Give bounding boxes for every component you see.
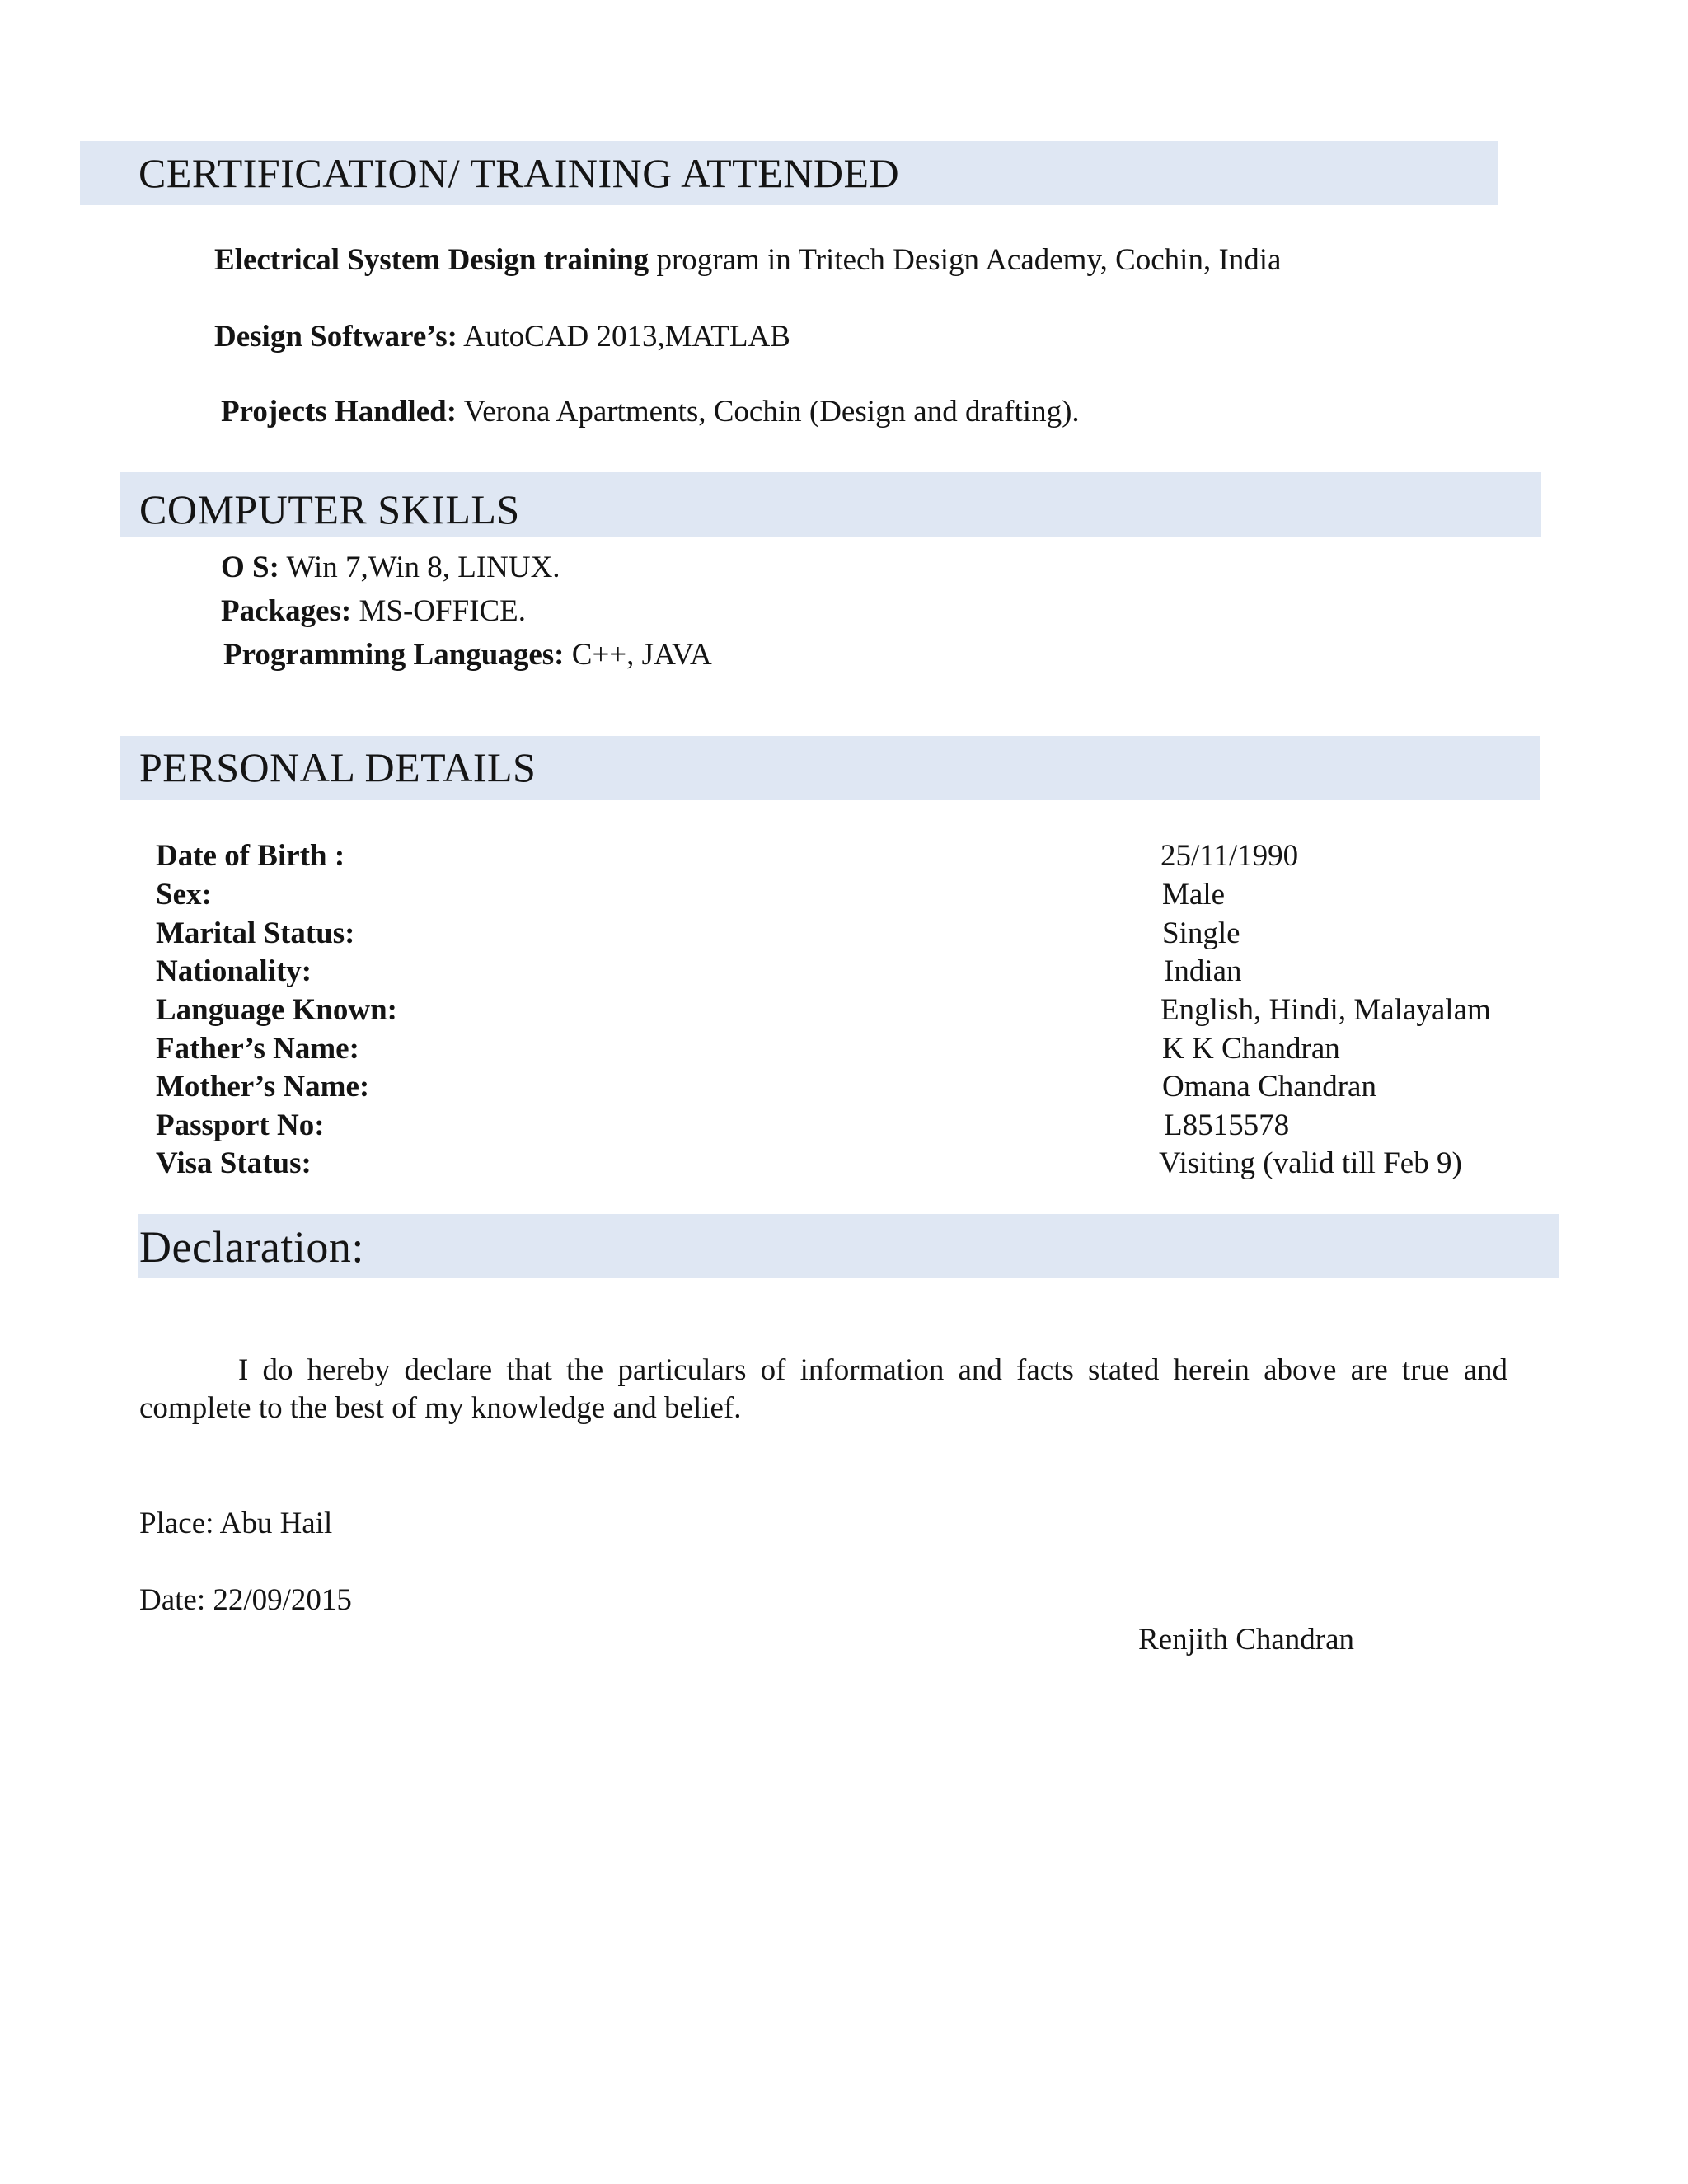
training-label: Electrical System Design training: [214, 243, 649, 277]
projects-text: Verona Apartments, Cochin (Design and drafting).: [463, 395, 1080, 429]
software-label: Design Software’s:: [214, 320, 457, 354]
visa-status-label: Visa Status:: [156, 1146, 312, 1180]
language-known-value: English, Hindi, Malayalam: [1160, 993, 1491, 1027]
training-text: program in Tritech Design Academy, Cochin, India: [656, 243, 1282, 277]
declaration-text: I do hereby declare that the particulars of information and facts stated herein above are true and complete to the best of my knowledge and belief.: [139, 1353, 1507, 1425]
declaration-date: Date: 22/09/2015: [139, 1583, 352, 1617]
packages-label: Packages:: [221, 594, 352, 628]
software-line: [214, 321, 790, 352]
languages-text: C++, JAVA: [571, 638, 712, 672]
nationality-label: Nationality:: [156, 954, 312, 988]
language-known-label: Language Known:: [156, 993, 397, 1027]
software-text: AutoCAD 2013,MATLAB: [463, 320, 790, 354]
nationality-value: Indian: [1164, 954, 1242, 988]
marital-status-value: Single: [1162, 916, 1240, 950]
passport-no-label: Passport No:: [156, 1108, 325, 1142]
projects-line: [221, 396, 1080, 427]
packages-line: [221, 596, 526, 626]
computer-skills-heading: COMPUTER SKILLS: [139, 486, 520, 532]
os-label: O S:: [221, 551, 279, 584]
certification-heading: CERTIFICATION/ TRAINING ATTENDED: [138, 150, 900, 196]
os-line: [221, 552, 560, 583]
signature-name: Renjith Chandran: [1138, 1623, 1355, 1657]
personal-details-heading: PERSONAL DETAILS: [139, 744, 537, 790]
declaration-place: Place: Abu Hail: [139, 1507, 333, 1540]
sex-label: Sex:: [156, 878, 212, 912]
training-line: [214, 245, 1281, 275]
mothers-name-label: Mother’s Name:: [156, 1070, 370, 1104]
mothers-name-value: Omana Chandran: [1162, 1070, 1376, 1104]
visa-status-value: Visiting (valid till Feb 9): [1159, 1146, 1462, 1180]
languages-line: [223, 640, 712, 670]
declaration-heading: Declaration:: [139, 1222, 364, 1272]
packages-text: MS-OFFICE.: [359, 594, 527, 628]
dob-label: Date of Birth :: [156, 839, 345, 873]
passport-no-value: L8515578: [1164, 1108, 1290, 1142]
fathers-name-label: Father’s Name:: [156, 1032, 359, 1066]
projects-label: Projects Handled:: [221, 395, 457, 429]
os-text: Win 7,Win 8, LINUX.: [286, 551, 560, 584]
marital-status-label: Marital Status:: [156, 916, 355, 950]
dob-value: 25/11/1990: [1160, 839, 1299, 873]
sex-value: Male: [1162, 878, 1226, 912]
fathers-name-value: K K Chandran: [1162, 1032, 1340, 1066]
languages-label: Programming Languages:: [223, 638, 565, 672]
